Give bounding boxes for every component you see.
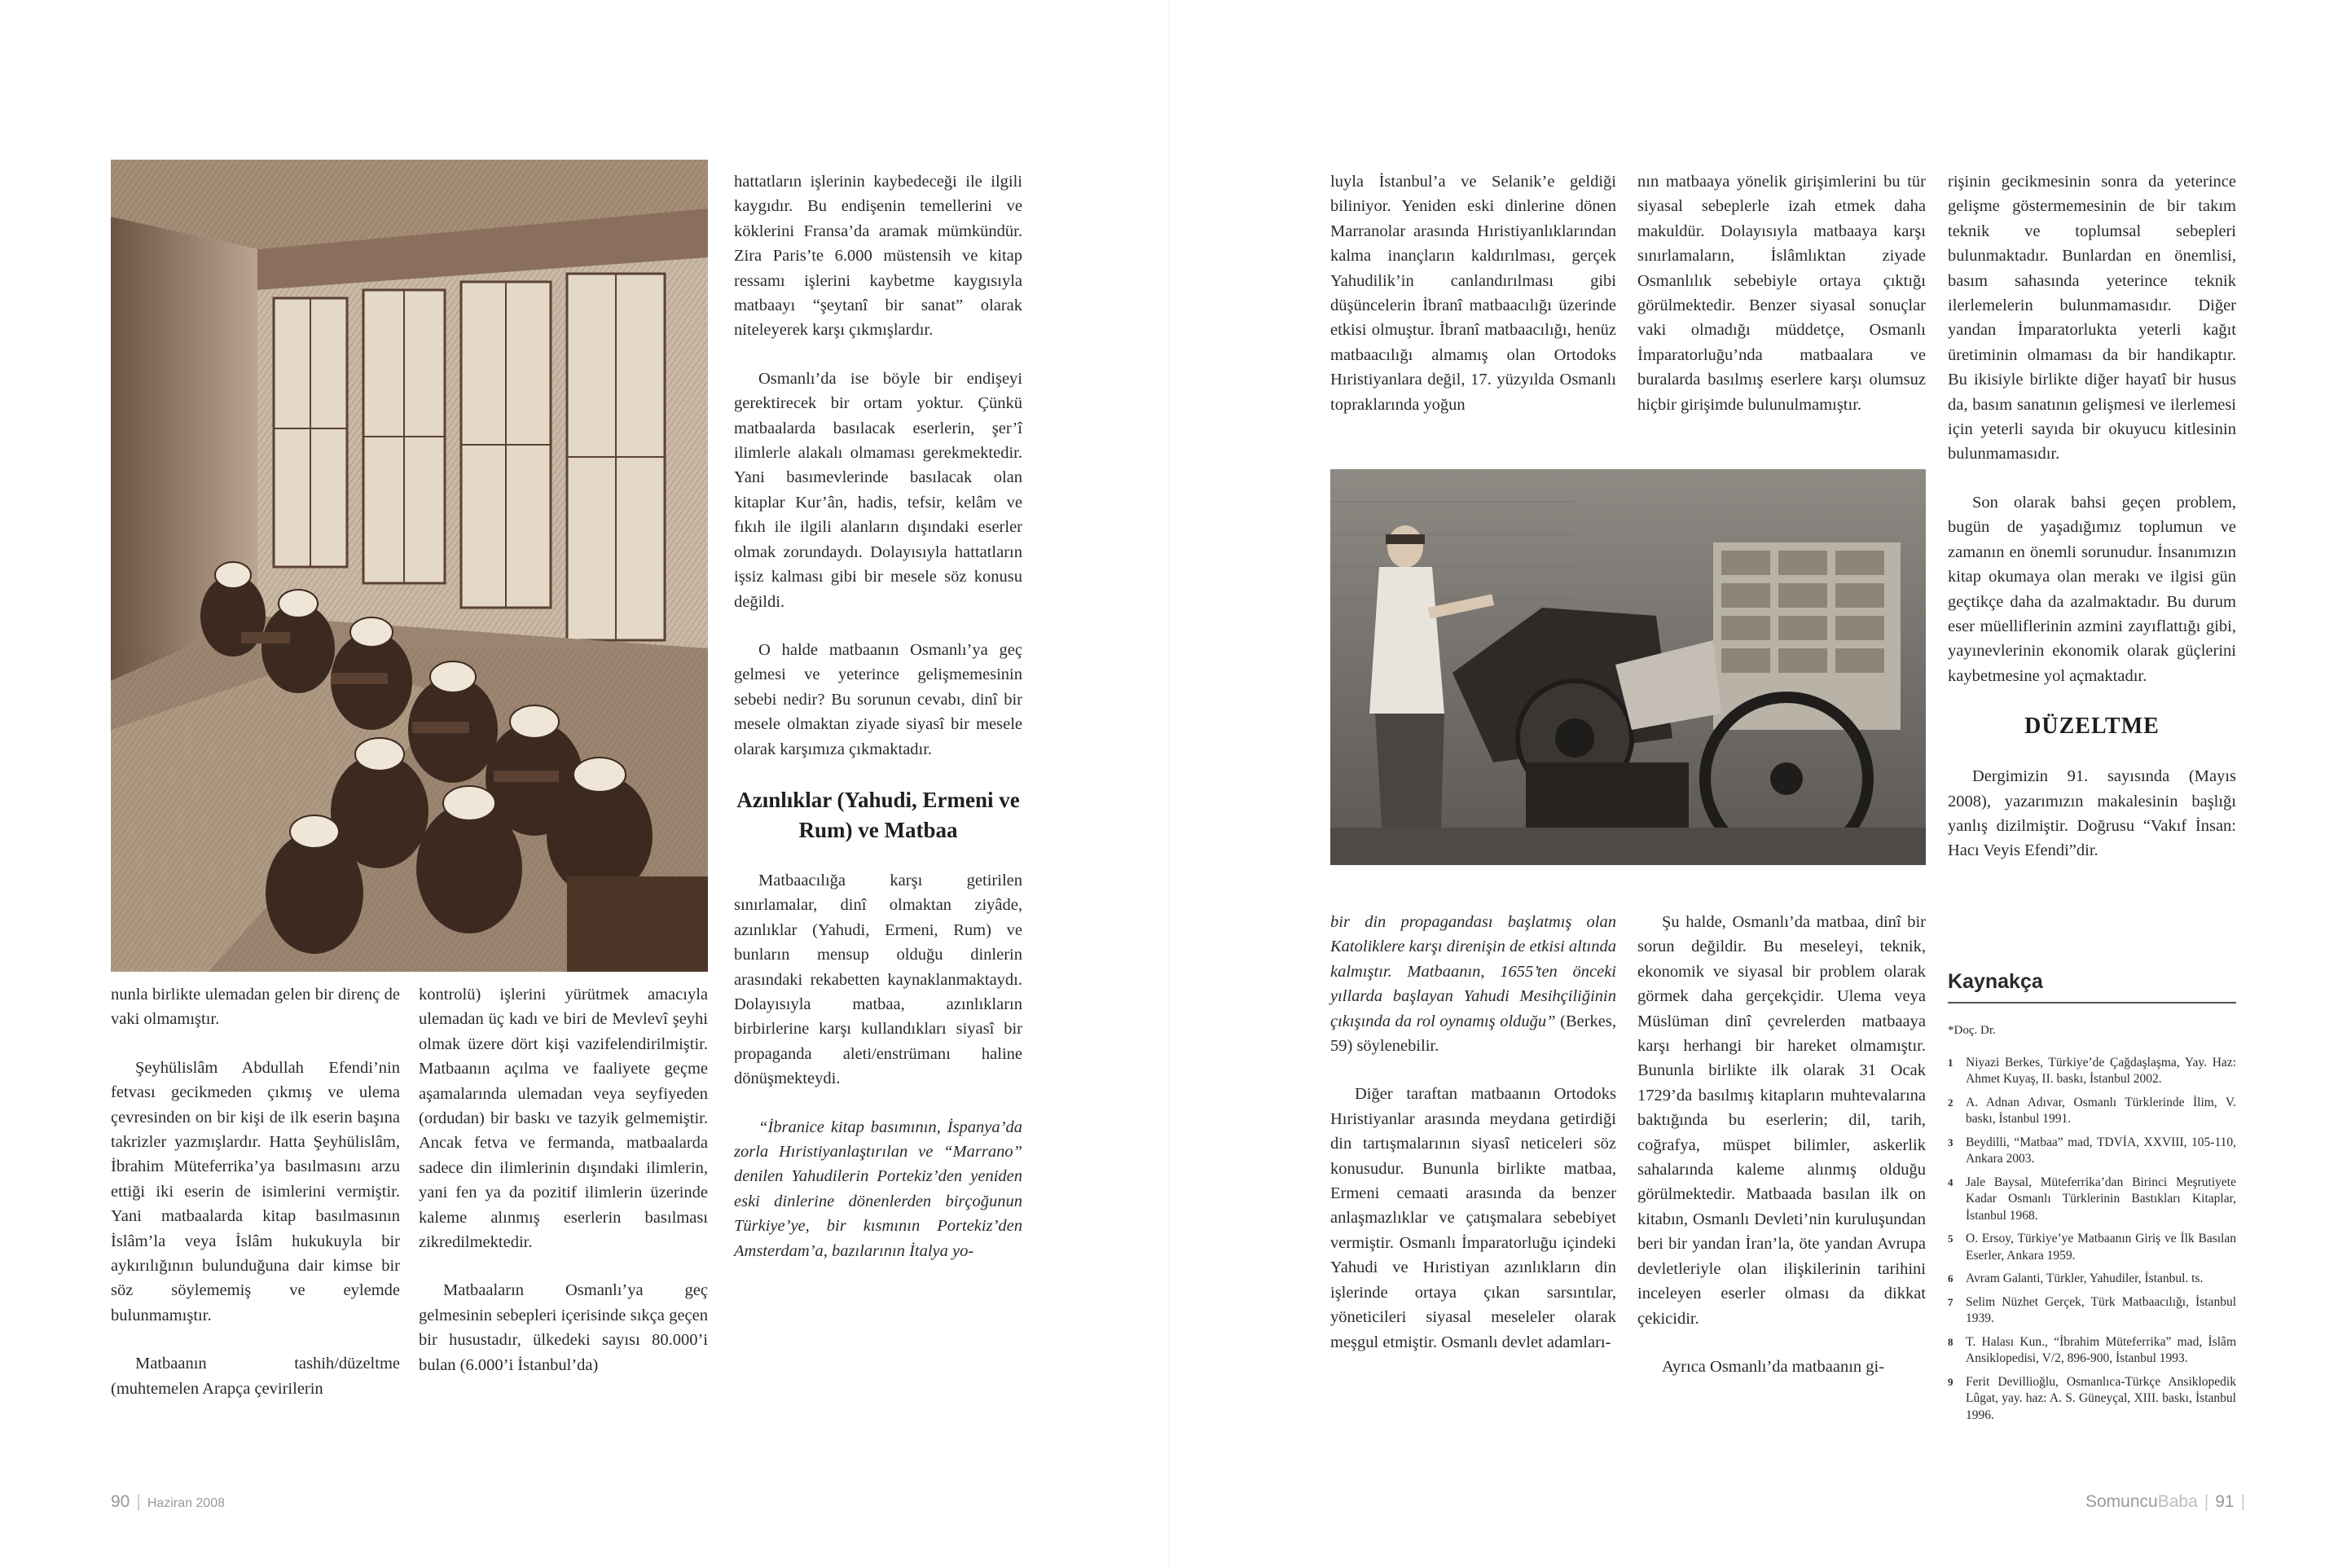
paragraph: nın matbaaya yönelik girişimlerini bu tür siyasal sebeplerle izah etmek daha makuldür. Dolayısıyla matbaaya karşı sınırlamaların, İslâmlıktan ziyade Osmanlılık sebebiyle ortaya çıktığı görülmektedir. Benzer siyasal sonuçlar vaki olmadığı müddetçe, Osmanlı İmparatorluğu’nda matbaalara ve buralarda basılmış eserlere karşı olumsuz hiçbir girişimde bulunulmamıştır. — [1637, 173, 1926, 414]
paragraph: Osmanlı’da ise böyle bir endişeyi gerektirecek bir ortam yoktur. Çünkü matbaalarda basılacak eserlerin, şer’î ilimlerle alakalı olmaması gerekmektedir. Yani basımevlerinde basılacak olan kitaplar Kur’ân, hadis, tefsir, kelâm ve fıkıh ile ilgili alanların dışındaki eserler olmak zorundaydı. Dolayısıyla hattatların işsiz kalması gibi bir mesele söz konusu değildi. — [734, 369, 1022, 611]
paragraph: nunla birlikte ulemadan gelen bir direnç de vaki olmamıştır. — [111, 986, 400, 1029]
brand-logo-part2: Baba — [2157, 1492, 2198, 1511]
paragraph — [1330, 910, 1616, 1058]
issue-date: Haziran 2008 — [147, 1496, 225, 1510]
left-col-b — [419, 982, 708, 1401]
footer-separator: | — [2204, 1492, 2209, 1511]
reference-item: 1 Niyazi Berkes, Türkiye’de Çağdaşlaşma, Yay. Haz: Ahmet Kuyaş, II. baskı, İstanbul 2002. — [1948, 1055, 2236, 1087]
reference-item: 2 A. Adnan Adıvar, Osmanlı Türklerinde İlim, V. baskı, İstanbul 1991. — [1948, 1095, 2236, 1127]
paragraph: O halde matbaanın Osmanlı’ya geç gelmesi ve yeterince gelişmemesinin sebebi nedir? Bu sorunun cevabı, dinî bir mesele olmaktan ziyade siyasî bir mesele olarak karşımıza çıkmaktadır. — [734, 640, 1022, 758]
brand-logo-part1: Somuncu — [2085, 1492, 2158, 1511]
right-col3 — [1948, 169, 2236, 887]
section-heading: Azınlıklar (Yahudi, Ermeni ve Rum) ve Matbaa — [736, 787, 1020, 842]
right-col1-bottom — [1330, 910, 1616, 1378]
quote-paragraph: luyla İstanbul’a ve Selanik’e geldiği biliniyor. Yeniden eski dinlerine dönen Marranolar arasında Hıristiyanlıklarından kalma inançların kaldırılması, gerçek Yahudilik’in canlandırılması gibi düşüncelerin İbranî matbaacılığı üzerinde etkisi olmuştur. İbranî matbaacılığı, henüz matbaacılığı almamış olan Ortodoks Hıristiyanlara değil, 17. yüzyılda Osmanlı topraklarında yoğun — [1330, 173, 1616, 414]
paragraph: Matbaanın tashih/düzeltme (muhtemelen Arapça çevirilerin — [111, 1355, 400, 1398]
page-number: 91 — [2215, 1492, 2235, 1511]
reference-item: 4 Jale Baysal, Müteferrika’dan Birinci Meşrutiyete Kadar Osmanlı Türklerinin Bastıkları Kitaplar, İstanbul 1968. — [1948, 1175, 2236, 1223]
correction-title: DÜZELTME — [2024, 714, 2160, 740]
paragraph: Diğer taraftan matbaanın Ortodoks Hıristiyanlar arasında meydana getirdiği din tartışmalarının siyasî neticeleri söz konusudur. Bununla birlikte matbaa, Ermeni cemaati arasında da benzer anlaşmazlıklar ve çatışmalara sebebiyet vermiştir. Osmanlı İmparatorluğu içindeki Yahudi ve Hıristiyan azınlıkların din işlerinde ortaya çıkan sarsıntılar, yöneticileri siyasal meseleler olarak meşgul etmiştir. Osmanlı devlet adamları- — [1330, 1085, 1616, 1351]
paragraph: Şeyhülislâm Abdullah Efendi’nin fetvası gecikmeden çıkmış ve ulema çevresinden on bir kişi de ilk eserin başına takrizler yazmışlardır. Hatta Şeyhülislâm, İbrahim Müteferrika’ya basılmasını arzu ettiği iki eserin de isimlerini vermiştir. Yani matbaalarda kitap basılmasının İslâm’la veya İslâm hukukuyla bir aykırılığının bulunduğuna dair kimse bir söz söylememiş ve eylemde bulunmamıştır. — [111, 1058, 400, 1324]
paragraph: Matbaaların Osmanlı’ya geç gelmesinin sebepleri içerisinde sıkça geçen bir husustadır, ülkedeki sayısı 80.000’i bulan (6.000’i İstanbul’da) — [419, 1281, 708, 1374]
paragraph: kontrolü) işlerini yürütmek amacıyla ulemadan üç kadı ve biri de Mevlevî şeyhi olmak üzere dört kişi vazifelendirilmiştir. Matbaanın açılma ve faaliyete geçme aşamalarında ulemadan veya seyfiyeden (ordudan) bir baskı ve tazyik gelmemiştir. Ancak fetva ve fermanda, matbaalarda sadece din ilimlerinin dışındaki ilimlerin, yani fen ya da pozitif ilimlerin üzerinde kaleme alınmış eserlerin basılması zikredilmektedir. — [419, 986, 708, 1252]
left-footer — [111, 1492, 225, 1512]
right-col2-bottom — [1637, 910, 1926, 1403]
page-number: 90 — [111, 1492, 130, 1511]
engraving-scribes-illustration — [111, 160, 708, 972]
paragraph: hattatların işlerinin kaybedeceği ile ilgili kaygıdır. Bu endişenin temellerini ve köklerini Fransa’da aramak mümkündür. Zira Paris’te 6.000 müstensih ve kitap ressamı işlerini kaybetme kaygısıyla matbaayı “şeytanî bir sanat” olarak niteleyerek karşı çıkmışlardır. — [734, 173, 1022, 340]
citation: (Berkes, 59) söylenebilir. — [1330, 1012, 1617, 1056]
paragraph: Son olarak bahsi geçen problem, bugün de yaşadığımız toplumun ve zamanın en önemli sorunudur. İnsanımızın kitap okumaya olan merakı ve ilgisi gün geçtikçe daha da azalmaktadır. Bu durum eser müelliflerinin azmini zayıflattığı gibi, yayınevlerinin ekonomik olarak güçlerini kaybetmesine yol açmaktadır. — [1948, 493, 2236, 685]
author-note: *Doç. Dr. — [1948, 1024, 1996, 1038]
reference-item: 3 Beydilli, “Matbaa” mad, TDVİA, XXVIII, 105-110, Ankara 2003. — [1948, 1135, 2236, 1166]
references-list — [1948, 1055, 2236, 1425]
references — [1948, 969, 2236, 1430]
reference-item: 9 Ferit Devillioğlu, Osmanlıca-Türkçe Ansiklopedik Lûgat, yay. haz: A. S. Güneyçal, XIII. baskı, İstanbul 1996. — [1948, 1374, 2236, 1422]
paragraph: Matbaacılığa karşı getirilen sınırlamalar, dinî olmaktan ziyâde, azınlıklar (Yahudi, Ermeni, Rum) ve bunların mensup olduğu dinlerin arasındaki rekabetten kaynaklanmaktaydı. Dolayısıyla matbaa, azınlıkların birbirlerine karşı kullandıkları siyasî bir propaganda aleti/enstrümanı haline dönüşmekteydi. — [734, 871, 1022, 1088]
right-col2-top — [1637, 169, 1926, 441]
spread-gutter — [1169, 0, 1170, 1568]
left-col2-top — [734, 169, 1022, 1287]
paragraph: Şu halde, Osmanlı’da matbaa, dinî bir sorun değildir. Bu meseleyi, teknik, ekonomik ve siyasal bir problem olarak görmek daha gerçekçidir. Ulema veya Müslüman dinî çevrelerden matbaaya karşı herhangi bir hareket olmamıştır. Bununla birlikte ilk olarak 31 Ocak 1729’da basılmış kitapların muhtevalarına baktığında bu eserlerin; dil, tarih, coğrafya, müspet bilimler, askerlik sahalarında kaleme alınmış olduğu görülmektedir. Matbaada basılan ilk on kitabın, Osmanlı Devleti’nin kuruluşundan beri bir yandan İran’la, öte yandan Avrupa devletleriyle olan ilişkilerinin tarihini inceleyen eserler olması da dikkat çekicidir. — [1637, 913, 1926, 1328]
references-divider — [1948, 1002, 2236, 1004]
reference-item: 7 Selim Nüzhet Gerçek, Türk Matbaacılığı, İstanbul 1939. — [1948, 1294, 2236, 1326]
quote-fragment: bir din propagandası başlatmış olan Katoliklere karşı direnişin de etkisi altında kalmıştır. Matbaanın, 1655’ten önceki yıllarda başlayan Yahudi Mesihçiliğinin çıkışında da rol oynamış olduğu” — [1330, 913, 1616, 1030]
left-col-a — [111, 982, 400, 1425]
right-footer — [2085, 1492, 2252, 1512]
reference-item: 8 T. Halası Kun., “İbrahim Müteferrika” mad, İslâm Ansiklopedisi, V/2, 896-900, İstanbul 1993. — [1948, 1334, 2236, 1366]
printing-press-photo — [1330, 469, 1926, 865]
correction-text: Dergimizin 91. sayısında (Mayıs 2008), yazarımızın makalesinin başlığı yanlış dizilmiştir. Doğrusu “Vakıf İnsan: Hacı Veyis Efendi”dir. — [1948, 767, 2236, 860]
reference-item: 5 O. Ersoy, Türkiye’ye Matbaanın Giriş ve İlk Basılan Eserler, Ankara 1959. — [1948, 1232, 2236, 1263]
right-col1-top — [1330, 169, 1616, 441]
references-title: Kaynakça — [1948, 970, 2043, 993]
footer-separator: | — [2240, 1492, 2246, 1511]
quote-paragraph: “İbranice kitap basımının, İspanya’da zorla Hıristiyanlaştırılan ve “Marrano” denilen Yahudilerin Portekiz’den yeniden eski dinlerine dönenlerden birçoğunun Türkiye’ye, bir kısmının Portekiz’den Amsterdam’a, bazılarının İtalya yo- — [734, 1118, 1022, 1260]
footer-separator: | — [136, 1492, 141, 1511]
paragraph: Ayrıca Osmanlı’da matbaanın gi- — [1662, 1357, 1885, 1376]
reference-item: 6 Avram Galanti, Türkler, Yahudiler, İstanbul. ts. — [1948, 1272, 2204, 1286]
paragraph: rişinin gecikmesinin sonra da yeterince gelişme göstermemesinin de bir takım teknik ve toplumsal sebepleri bulunmaktadır. Bunlardan en önemlisi, basım sahasında yeterince teknik ilerlemelerin bulunmamasıdır. Diğer yandan İmparatorlukta yeterli kağıt üretiminin olmaması da bir handikaptır. Bu ikisiyle birlikte diğer hayatî bir husus da, basım sanatının gelişmesi ve ilerlemesi için yeterli sayıda bir okuyucu kitlesinin bulunmamasıdır. — [1948, 173, 2236, 463]
